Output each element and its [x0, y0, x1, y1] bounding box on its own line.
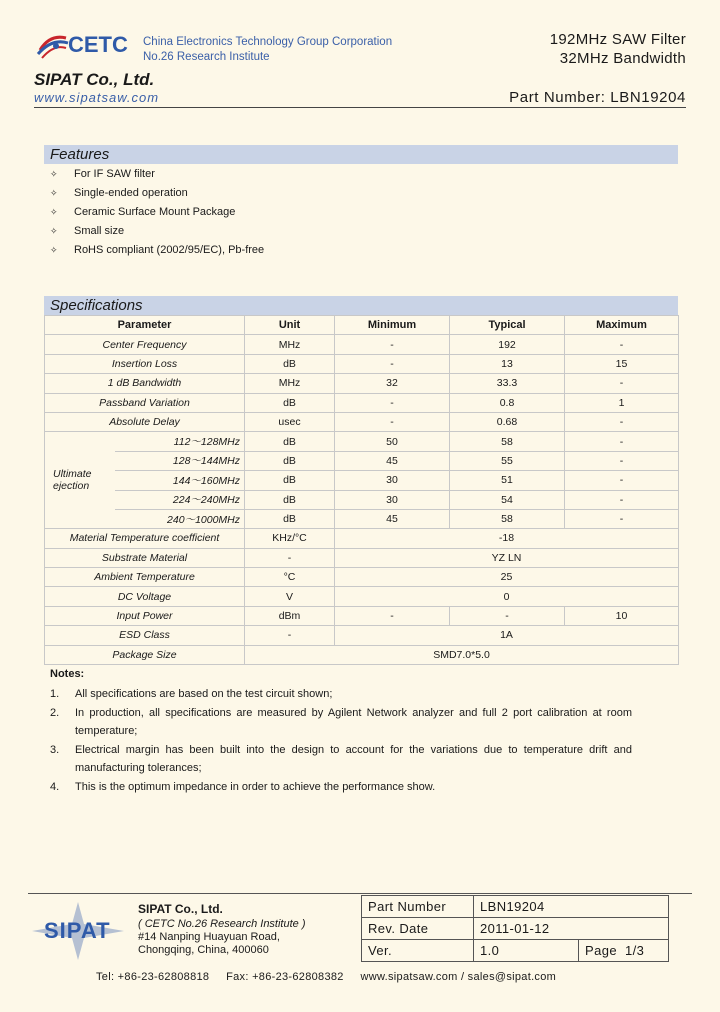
table-row: Input Power dBm - - 10	[45, 606, 679, 625]
table-row: 144～160MHz dB 30 51 -	[45, 471, 679, 490]
institute-name: No.26 Research Institute	[143, 51, 270, 63]
header-minimum: Minimum	[335, 316, 450, 335]
table-row: 128～144MHz dB 45 55 -	[45, 451, 679, 470]
note-item: 4. This is the optimum impedance in order to achieve the performance show.	[50, 780, 436, 793]
feature-item: ✧ For IF SAW filter	[50, 168, 155, 180]
footer-company: SIPAT Co., Ltd.	[138, 902, 223, 916]
notes-title: Notes:	[50, 668, 85, 680]
features-list	[50, 166, 264, 261]
specifications-heading: Specifications	[44, 296, 678, 315]
sipat-logo	[30, 900, 126, 962]
footer-divider	[28, 893, 692, 894]
sipat-logo-text: SIPAT	[44, 918, 111, 943]
table-row: Absolute Delay usec - 0.68 -	[45, 412, 679, 431]
note-item: 1. All specifications are based on the test circuit shown;	[50, 688, 333, 700]
table-row: 240～1000MHz dB 45 58 -	[45, 509, 679, 528]
table-header-row	[45, 316, 679, 335]
table-row: Substrate Material - YZ LN	[45, 548, 679, 567]
note-item: 2. In production, all specifications are measured by Agilent Network analyzer and full 2 port calibration at room temperature;	[50, 706, 632, 738]
org-name: China Electronics Technology Group Corporation	[143, 36, 393, 48]
cetc-logo-text: CETC	[68, 32, 128, 57]
website-link[interactable]: www.sipatsaw.com	[34, 90, 160, 105]
cetc-logo	[36, 28, 132, 62]
footer-address-line2: Chongqing, China, 400060	[138, 944, 269, 956]
footer-contact: Tel: +86-23-62808818 Fax: +86-23-62808382 www.sipatsaw.com / sales@sipat.com	[96, 971, 557, 983]
table-row: Material Temperature coefficient KHz/°C -18	[45, 529, 679, 548]
part-number: Part Number: LBN19204	[509, 89, 686, 106]
specifications-table	[44, 315, 679, 665]
header-typical: Typical	[450, 316, 565, 335]
document-info-table	[361, 895, 669, 962]
feature-item: ✧ Ceramic Surface Mount Package	[50, 206, 236, 218]
table-row: Passband Variation dB - 0.8 1	[45, 393, 679, 412]
info-row-ver: Ver. 1.0 Page 1/3	[362, 940, 669, 962]
table-row: ESD Class - 1A	[45, 626, 679, 645]
header-parameter: Parameter	[45, 316, 245, 335]
company-name: SIPAT Co., Ltd.	[34, 70, 155, 89]
info-row-rev: Rev. Date 2011-01-12	[362, 918, 669, 940]
diamond-bullet-icon: ✧	[50, 188, 58, 198]
diamond-bullet-icon: ✧	[50, 169, 58, 179]
table-row: Center Frequency MHz - 192 -	[45, 335, 679, 354]
features-heading: Features	[44, 145, 678, 164]
notes-list	[50, 685, 632, 797]
feature-item: ✧ Small size	[50, 225, 125, 237]
table-row: 1 dB Bandwidth MHz 32 33.3 -	[45, 374, 679, 393]
header-unit: Unit	[245, 316, 335, 335]
header-maximum: Maximum	[565, 316, 679, 335]
product-title: 192MHz SAW Filter	[549, 31, 686, 48]
product-bandwidth: 32MHz Bandwidth	[559, 50, 686, 67]
table-row: 224～240MHz dB 30 54 -	[45, 490, 679, 509]
diamond-bullet-icon: ✧	[50, 245, 58, 255]
header-divider	[34, 107, 686, 108]
footer-institute: ( CETC No.26 Research Institute )	[138, 918, 306, 930]
diamond-bullet-icon: ✧	[50, 207, 58, 217]
diamond-bullet-icon: ✧	[50, 226, 58, 236]
feature-item: ✧ RoHS compliant (2002/95/EC), Pb-free	[50, 244, 265, 256]
info-row-part: Part Number LBN19204	[362, 896, 669, 918]
cetc-emblem-icon	[38, 37, 68, 58]
table-row: Ultimate ejection 112～128MHz dB 50 58 -	[45, 432, 679, 451]
table-row: Insertion Loss dB - 13 15	[45, 354, 679, 373]
page-indicator: Page 1/3	[579, 940, 669, 962]
table-row: Package Size SMD7.0*5.0	[45, 645, 679, 664]
footer-address-line1: #14 Nanping Huayuan Road,	[138, 931, 280, 943]
table-row: Ambient Temperature °C 25	[45, 568, 679, 587]
table-row: DC Voltage V 0	[45, 587, 679, 606]
rejection-group-label: Ultimate ejection	[45, 432, 115, 529]
feature-item: ✧ Single-ended operation	[50, 187, 188, 199]
note-item: 3. Electrical margin has been built into the design to account for the variations due to temperature drift and manufacturing tolerances;	[50, 743, 632, 775]
